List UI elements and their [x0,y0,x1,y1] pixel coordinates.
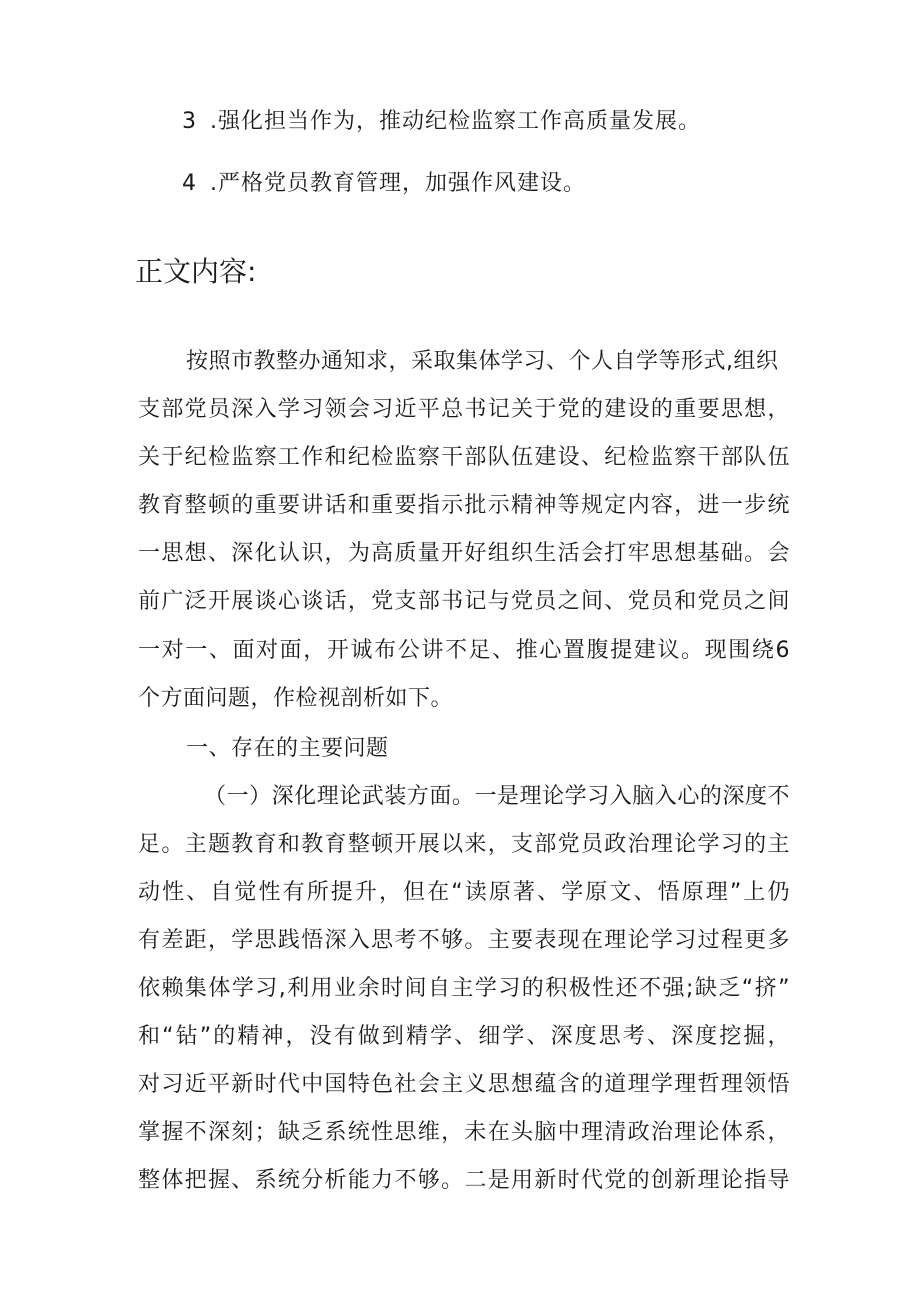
paragraph-line: 个方面问题，作检视剖析如下。 [138,686,454,711]
paragraph-line: 一对一、面对面，开诚布公讲不足、推心置腹提建议。现围绕6 [138,638,790,663]
goal-number: 4 [182,171,197,196]
goal-text: .强化担当作为，推动纪检监察工作高质量发展。 [210,109,701,134]
paragraph-line: 按照市教整办通知求，采取集体学习、个人自学等形式,组织 [186,349,779,374]
paragraph-line: 有差距，学思践悟深入思考不够。主要表现在理论学习过程更多 [138,928,790,953]
goal-text: .严格党员教育管理，加强作风建设。 [210,171,586,196]
goal-item-3 [182,104,701,135]
goal-item-4 [182,166,586,197]
paragraph-line: 整体把握、系统分析能力不够。二是用新时代党的创新理论指导 [138,1168,790,1193]
paragraph-line: 对习近平新时代中国特色社会主义思想蕴含的道理学理哲理领悟 [138,1072,790,1097]
paragraph-line: 依赖集体学习,利用业余时间自主学习的积极性还不强;缺乏“挤” [138,976,790,1001]
paragraph-line: 足。主题教育和教育整顿开展以来，支部党员政治理论学习的主 [138,832,790,857]
paragraph-line: 掌握不深刻；缺乏系统性思维，未在头脑中理清政治理论体系， [138,1120,790,1145]
paragraph-line: 动性、自觉性有所提升，但在“读原著、学原文、悟原理”上仍 [138,880,790,905]
section-title: 正文内容: [135,255,257,288]
paragraph-line: 和“钻”的精神，没有做到精学、细学、深度思考、深度挖掘， [138,1024,790,1049]
heading-level-1: 一、存在的主要问题 [186,736,389,761]
goal-number: 3 [182,109,197,134]
paragraph-line: （一）深化理论武装方面。一是理论学习入脑入心的深度不 [204,784,790,809]
paragraph-line: 关于纪检监察工作和纪检监察干部队伍建设、纪检监察干部队伍 [138,445,790,470]
paragraph-line: 一思想、深化认识，为高质量开好组织生活会打牢思想基础。会 [138,541,790,566]
paragraph-line: 教育整顿的重要讲话和重要指示批示精神等规定内容，进一步统 [138,493,790,518]
paragraph-line: 支部党员深入学习领会习近平总书记关于党的建设的重要思想， [138,397,790,422]
paragraph-line: 前广泛开展谈心谈话，党支部书记与党员之间、党员和党员之间 [138,589,790,614]
